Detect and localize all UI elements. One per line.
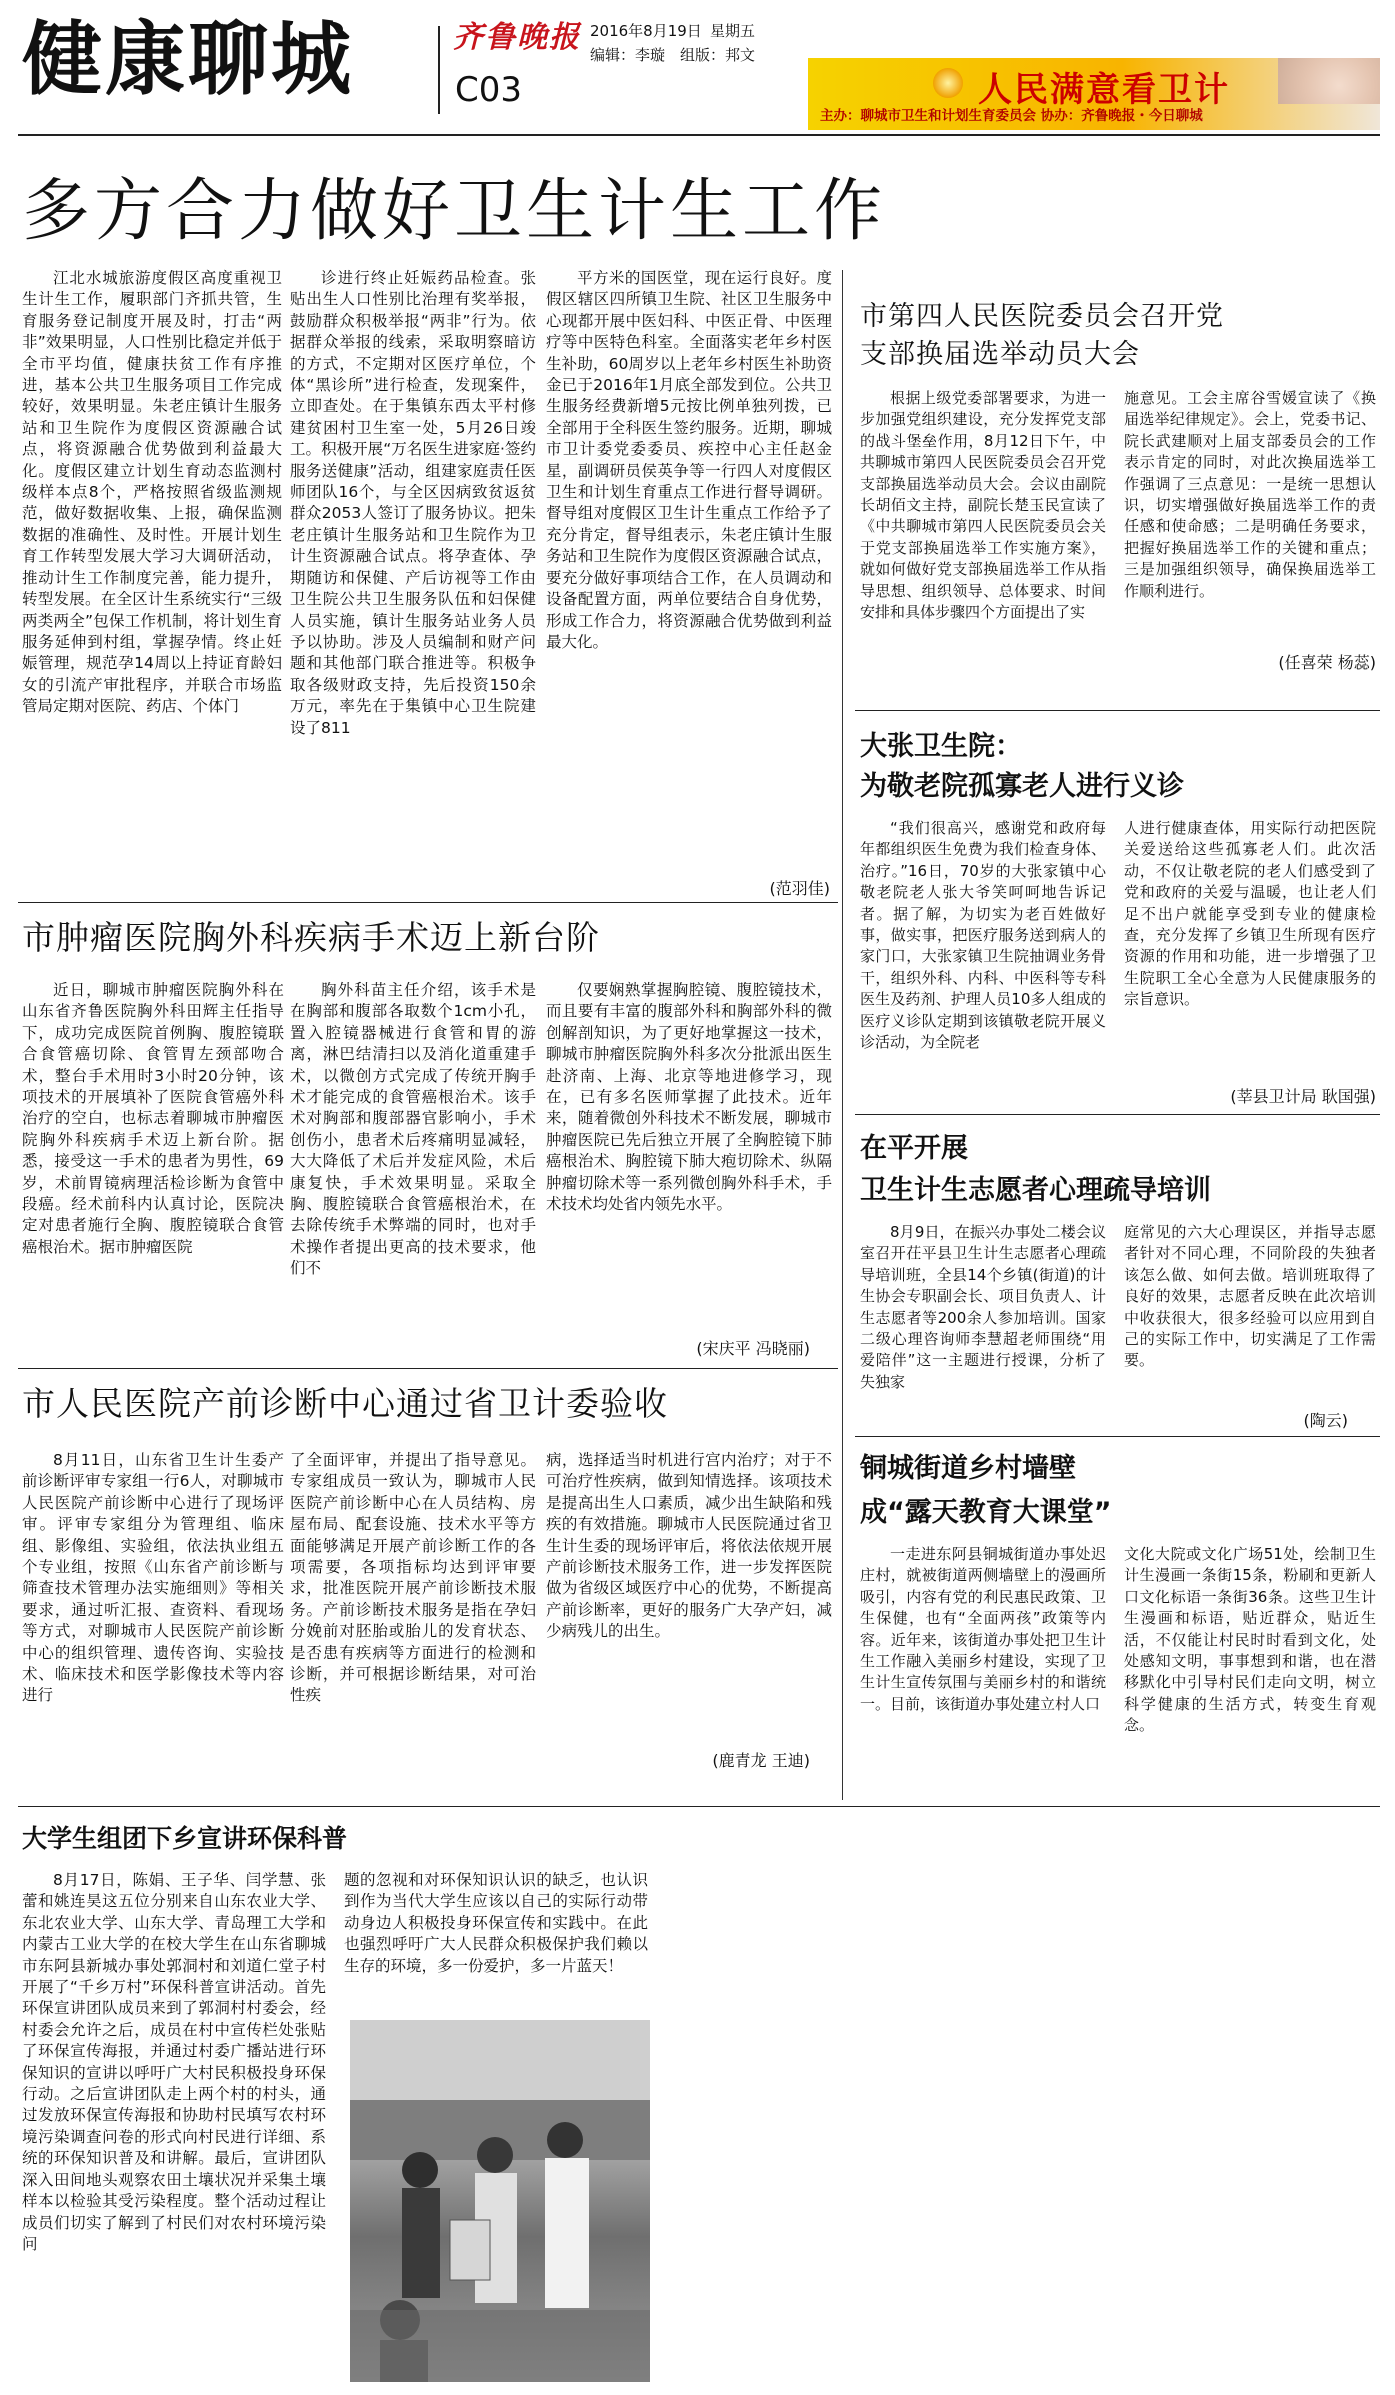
- a5-title-1: 铜城街道乡村墙壁: [860, 1453, 1076, 1484]
- page-number: C03: [455, 70, 523, 110]
- masthead-banner: [808, 58, 1380, 130]
- a3-title-1: 大张卫生院：: [860, 731, 1022, 762]
- a7-byline: (鹿青龙 王迪): [712, 1751, 810, 1770]
- a7-column-1: 8月11日，山东省卫生计生委产前诊断评审专家组一行6人，对聊城市人民医院产前诊断中心进行了现场评审。评审专家组分为管理组、临床组、影像组、实验组，依法执业组五个专业组，按照《山东省产前诊断与筛查技术管理办法实施细则》等相关要求，通过听汇报、查资料、看现场等方式，对聊城市人民医院产前诊断中心的组织管理、遗传咨询、实验技术、临床技术和医学影像技术等内容进行: [22, 1451, 284, 1705]
- masthead-divider: [438, 26, 440, 114]
- a4-column-1: 8月9日，在振兴办事处二楼会议室召开茌平县卫生计生志愿者心理疏导培训班，全县14个乡镇(街道)的计生协会专职副会长、项目负责人、计生志愿者等200余人参加培训。国家二级心理咨询师李慧超老师围绕“用爱陪伴”这一主题进行授课，分析了失独家: [860, 1223, 1106, 1391]
- a3-column-1: “我们很高兴，感谢党和政府每年都组织医生免费为我们检查身体、治疗。”16日，70岁的大张家镇中心敬老院老人张大爷笑呵呵地告诉记者。据了解，为切实为老百姓做好事，做实事，把医疗服务送到病人的家门口，大张家镇卫生院抽调业务骨干，组织外科、内科、中医科等专科医生及药剂、护理人员10多人组成的医疗义诊队定期到该镇敬老院开展义诊活动，为全院老: [860, 819, 1106, 1052]
- a1-column-3: 平方米的国医堂，现在运行良好。度假区辖区四所镇卫生院、社区卫生服务中心现都开展中医妇科、中医正骨、中医理疗等中医特色科室。全面落实老年乡村医生补助，60周岁以上老年乡村医生补助资金已于2016年1月底全部发到位。公共卫生服务经费新增5元按比例单独列拨，已全部用于全科医生签约服务。近期，聊城市卫计委党委委员、疾控中心主任赵金星，副调研员侯英争等一行四人对度假区卫生和计划生育重点工作进行督导调研。督导组对度假区卫生计生重点工作给予了充分肯定，督导组表示，朱老庄镇计生服务站和卫生院作为度假区资源融合试点，要充分做好事项结合工作，在人员调动和设备配置方面，两单位要结合自身优势，形成工作合力，将资源融合优势做到利益最大化。: [546, 269, 832, 651]
- a6-column-1: 近日，聊城市肿瘤医院胸外科在山东省齐鲁医院胸外科田辉主任指导下，成功完成医院首例胸、腹腔镜联合食管癌切除、食管胃左颈部吻合术，整台手术用时3小时20分钟，该项技术的开展填补了医院食管癌外科治疗的空白，也标志着聊城市肿瘤医院胸外科疾病手术迈上新台阶。据悉，接受这一手术的患者为男性，69岁，术前胃镜病理活检诊断为食管中段癌。经术前科内认真讨论，医院决定对患者施行全胸、腹腔镜联合食管癌根治术。据市肿瘤医院: [22, 981, 284, 1256]
- a4-title-1: 在平开展: [860, 1133, 968, 1164]
- a2-title: 市第四人民医院委员会召开党支部换届选举动员大会: [860, 301, 1224, 370]
- a3-title-2: 为敬老院孤寡老人进行义诊: [860, 771, 1184, 802]
- banner-title: 人民满意看卫计: [978, 70, 1230, 110]
- banner-nurse-photo: [1278, 58, 1380, 104]
- a2-separator: [855, 710, 1380, 711]
- a8-title: 大学生组团下乡宣讲环保科普: [22, 1824, 348, 1853]
- a4-separator: [855, 1436, 1380, 1437]
- a6-title: 市肿瘤医院胸外科疾病手术迈上新台阶: [22, 918, 600, 957]
- issue-date: 2016年8月19日: [590, 22, 702, 40]
- a4-title-2: 卫生计生志愿者心理疏导培训: [860, 1175, 1211, 1206]
- a8-top-rule: [18, 1806, 1380, 1807]
- a1-byline: (范羽佳): [769, 879, 830, 898]
- newspaper-logo: 齐鲁晚报: [453, 20, 581, 55]
- a2-byline: (任喜荣 杨蕊): [1278, 653, 1376, 672]
- banner-flower-icon: [933, 68, 963, 98]
- photo-figures: [350, 2020, 650, 2382]
- a7-column-2: 了全面评审，并提出了指导意见。专家组成员一致认为，聊城市人民医院产前诊断中心在人员结构、房屋布局、配套设施、技术水平等方面能够满足开展产前诊断工作的各项需要，各项指标均达到评审要求，批准医院开展产前诊断技术服务。产前诊断技术服务是指在孕妇分娩前对胚胎或胎儿的发育状态、是否患有疾病等方面进行的检测和诊断，并可根据诊断结果，对可治性疾: [290, 1451, 536, 1705]
- banner-subtitle: 主办：聊城市卫生和计划生育委员会 协办：齐鲁晚报・今日聊城: [820, 108, 1203, 124]
- a7-title: 市人民医院产前诊断中心通过省卫计委验收: [22, 1384, 668, 1423]
- a7-column-3: 病，选择适当时机进行宫内治疗；对于不可治疗性疾病，做到知情选择。该项技术是提高出生人口素质，减少出生缺陷和残疾的有效措施。聊城市人民医院通过省卫生计生委的现场评审后，将依法依规开展产前诊断技术服务工作，进一步发挥医院做为省级区域医疗中心的优势，不断提高产前诊断率，更好的服务广大孕产妇，减少病残儿的出生。: [546, 1451, 832, 1641]
- a8-column-2: 题的忽视和对环保知识认识的缺乏，也认识到作为当代大学生应该以自己的实际行动带动身边人积极投身环保宣传和实践中。在此也强烈呼吁广大人民群众积极保护我们赖以生存的环境，多一份爱护，多一片蓝天！: [344, 1871, 648, 1975]
- page-headline: 多方合力做好卫生计生工作: [22, 172, 887, 251]
- a8-column-1: 8月17日，陈娟、王子华、闫学慧、张蕾和姚连昊这五位分别来自山东农业大学、东北农业大学、山东大学、青岛理工大学和内蒙古工业大学的在校大学生在山东省聊城市东阿县新城办事处郭洞村和刘道仁堂子村开展了“千乡万村”环保科普宣讲活动。首先环保宣讲团队成员来到了郭洞村村委会，经村委会允许之后，成员在村中宣传栏处张贴了环保宣传海报，并通过村委广播站进行环保知识的宣讲以呼吁广大村民积极投身环保行动。之后宣讲团队走上两个村的村头，通过发放环保宣传海报和协助村民填写农村环境污染调查问卷的形式向村民进行详细、系统的环保知识普及和讲解。最后，宣讲团队深入田间地头观察农田土壤状况并采集土壤样本以检验其受污染程度。整个活动过程让成员们切实了解到了村民们对农村环境污染问: [22, 1871, 326, 2253]
- a3-byline: (莘县卫计局 耿国强): [1230, 1087, 1376, 1106]
- a5-title-2: 成“露天教育大课堂”: [860, 1497, 1112, 1528]
- section-title: 健康聊城: [22, 13, 354, 106]
- a1-column-1: 江北水城旅游度假区高度重视卫生计生工作，履职部门齐抓共管，生育服务登记制度开展及时，打击“两非”效果明显，人口性别比稳定并低于全市平均值，健康扶贫工作有序推进，基本公共卫生服务项目工作完成较好，效果明显。朱老庄镇计生服务站和卫生院作为度假区资源融合试点，将资源融合优势做到利益最大化。度假区建立计划生育动态监测村级样本点8个，严格按照省级监测规范，做好数据收集、上报，确保监测数据的准确性、及时性。开展计划生育工作转型发展大学习大调研活动，推动计生工作制度完善，能力提升，转型发展。在全区计生系统实行“三级两类两全”包保工作机制，将计划生育服务延伸到村组，掌握孕情。终止妊娠管理，规范孕14周以上持证育龄妇女的引流产审批程序，并联合市场监管局定期对医院、药店、个体门: [22, 269, 282, 716]
- a5-column-1: 一走进东阿县铜城街道办事处迟庄村，就被街道两侧墙壁上的漫画所吸引，内容有党的利民惠民政策、卫生保健，也有“全面两孩”政策等内容。近年来，该街道办事处把卫生计生工作融入美丽乡村建设，实现了卫生计生宣传氛围与美丽乡村的和谐统一。目前，该街道办事处建立村人口: [860, 1545, 1106, 1713]
- a4-column-2: 庭常见的六大心理误区，并指导志愿者针对不同心理，不同阶段的失独者该怎么做、如何去做。培训班取得了良好的效果，志愿者反映在此次培训中收获很大，很多经验可以应用到自己的实际工作中，切实满足了工作需要。: [1124, 1223, 1376, 1370]
- a6-top-rule: [18, 902, 838, 903]
- a4-byline: (陶云): [1303, 1411, 1348, 1430]
- a5-column-2: 文化大院或文化广场51处，绘制卫生计生漫画一条街15条，粉刷和更新人口文化标语一条街36条。这些卫生计生漫画和标语，贴近群众，贴近生活，不仅能让村民时时看到文化，处处感知文明，事事想到和谐，也在潜移默化中引导村民们走向文明，树立科学健康的生活方式，转变生育观念。: [1124, 1545, 1376, 1735]
- issue-weekday: 星期五: [710, 22, 756, 40]
- a1-column-2: 诊进行终止妊娠药品检查。张贴出生人口性别比治理有奖举报，鼓励群众积极举报“两非”行为。依据群众举报的线索，采取明察暗访的方式，不定期对区医疗单位，个体“黑诊所”进行检查，发现案件，立即查处。在于集镇东西太平村修建贫困村卫生室一处，5月26日竣工。积极开展“万名医生进家庭·签约服务送健康”活动，组建家庭责任医师团队16个，与全区因病致贫返贫群众2053人签订了服务协议。把朱老庄镇计生服务站和卫生院作为卫计生资源融合试点。将孕查体、孕期随访和保健、产后访视等工作由卫生院公共卫生服务队伍和妇保健人员实施，镇计生服务站业务人员予以协助。涉及人员编制和财产问题和其他部门联合推进等。积极争取各级财政支持，先后投资150余万元，率先在于集镇中心卫生院建设了811: [290, 269, 536, 737]
- layout-credit: 组版：邦文: [680, 46, 756, 64]
- a3-separator: [855, 1114, 1380, 1115]
- right-column-divider: [842, 270, 843, 1800]
- a3-column-2: 人进行健康查体，用实际行动把医院关爱送给这些孤寡老人们。此次活动，不仅让敬老院的老人们感受到了党和政府的关爱与温暖，也让老人们足不出户就能享受到专业的健康检查，充分发挥了乡镇卫生所现有医疗资源的作用和功能，进一步增强了卫生院职工全心全意为人民健康服务的宗旨意识。: [1124, 819, 1376, 1009]
- a6-column-2: 胸外科苗主任介绍，该手术是在胸部和腹部各取数个1cm小孔，置入腔镜器械进行食管和胃的游离，淋巴结清扫以及消化道重建手术，以微创方式完成了传统开胸手术才能完成的食管癌根治术。该手术对胸部和腹部器官影响小，手术创伤小，患者术后疼痛明显减轻，大大降低了术后并发症风险，术后康复快，手术效果明显。采取全胸、腹腔镜联合食管癌根治术，在去除传统手术弊端的同时，也对手术操作者提出更高的技术要求，他们不: [290, 981, 536, 1278]
- masthead-underline: [18, 134, 1380, 136]
- a2-column-2: 施意见。工会主席谷雪媛宣读了《换届选举纪律规定》。会上，党委书记、院长武建顺对上届支部委员会的工作表示肯定的同时，对此次换届选举工作强调了三点意见：一是统一思想认识，切实增强做好换届选举工作的责任感和使命感；二是明确任务要求，把握好换届选举工作的关键和重点；三是加强组织领导，确保换届选举工作顺利进行。: [1124, 389, 1376, 600]
- a2-column-1: 根据上级党委部署要求，为进一步加强党组织建设，充分发挥党支部的战斗堡垒作用，8月12日下午，中共聊城市第四人民医院委员会召开党支部换届选举动员大会。会议由副院长胡佰文主持，副院长楚玉民宣读了《中共聊城市第四人民医院委员会关于党支部换届选举工作实施方案》，就如何做好党支部换届选举工作从指导思想、组织领导、总体要求、时间安排和具体步骤四个方面提出了实: [860, 389, 1106, 622]
- volunteers-photo: [350, 2020, 650, 2382]
- a7-top-rule: [18, 1368, 838, 1369]
- editor-credit: 编辑：李璇: [590, 46, 666, 64]
- a6-byline: (宋庆平 冯晓丽): [696, 1339, 810, 1358]
- a6-column-3: 仅要娴熟掌握胸腔镜、腹腔镜技术，而且要有丰富的腹部外科和胸部外科的微创解剖知识，为了更好地掌握这一技术，聊城市肿瘤医院胸外科多次分批派出医生赴济南、上海、北京等地进修学习，现在，已有多名医师掌握了此技术。近年来，随着微创外科技术不断发展，聊城市肿瘤医院已先后独立开展了全胸腔镜下肺癌根治术、胸腔镜下肺大疱切除术、纵隔肿瘤切除术等一系列微创胸外科手术，手术技术均处省内领先水平。: [546, 981, 832, 1214]
